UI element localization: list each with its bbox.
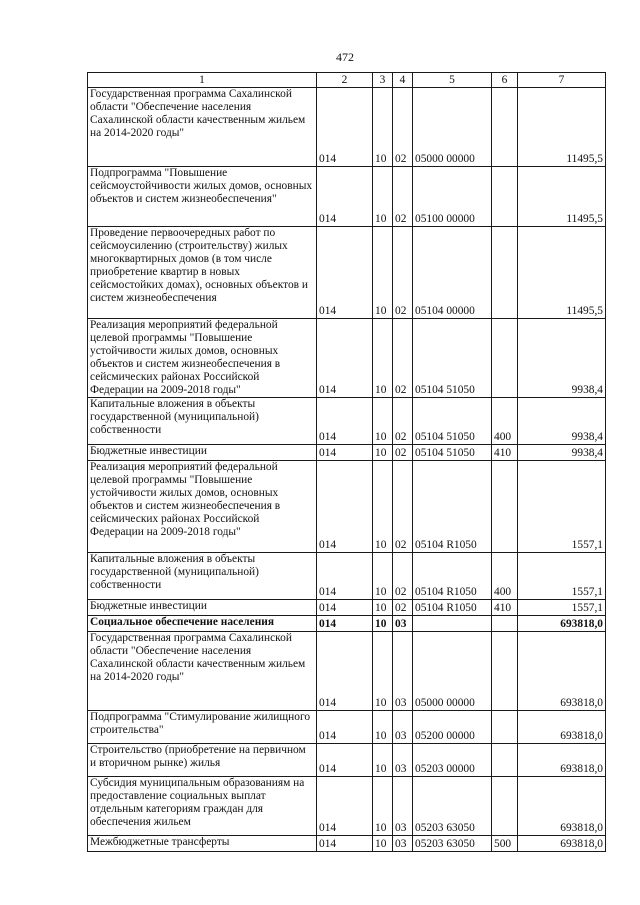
table-row [88, 616, 606, 632]
row-code-subsection: 02 [393, 227, 413, 319]
row-amount: 11495,5 [518, 167, 606, 227]
row-code-target: 05000 00000 [413, 88, 492, 167]
table-row [88, 319, 606, 398]
column-header: 1 [88, 73, 317, 88]
row-code-subsection: 02 [393, 445, 413, 461]
row-code-ministry: 014 [317, 632, 373, 711]
row-code-section: 10 [373, 600, 393, 616]
row-amount: 11495,5 [518, 227, 606, 319]
row-code-section: 10 [373, 711, 393, 744]
row-code-subsection: 03 [393, 616, 413, 632]
table-row [88, 461, 606, 553]
row-amount: 1557,1 [518, 461, 606, 553]
row-code-ministry: 014 [317, 398, 373, 445]
row-code-subsection: 02 [393, 553, 413, 600]
row-name: Бюджетные инвестиции [88, 600, 317, 616]
row-code-ministry: 014 [317, 553, 373, 600]
row-code-target: 05104 51050 [413, 445, 492, 461]
row-code-target: 05200 00000 [413, 711, 492, 744]
row-code-section: 10 [373, 167, 393, 227]
row-name: Проведение первоочередных работ по сейсмоусилению (строительству) жилых многоквартирных домов (в том числе приобретение квартир в новых сейсмостойких домах), основных объектов и систем жизнеобеспечения [88, 227, 317, 319]
table-row [88, 777, 606, 836]
table-row [88, 836, 606, 852]
row-name: Подпрограмма "Повышение сейсмоустойчивости жилых домов, основных объектов и систем жизнеобеспечения" [88, 167, 317, 227]
column-header: 6 [492, 73, 518, 88]
row-code-ministry: 014 [317, 600, 373, 616]
row-code-section: 10 [373, 632, 393, 711]
row-code-expense-type: 500 [492, 836, 518, 852]
row-code-expense-type [492, 167, 518, 227]
row-name: Подпрограмма "Стимулирование жилищного строительства" [88, 711, 317, 744]
table-row [88, 445, 606, 461]
row-code-expense-type [492, 777, 518, 836]
row-code-expense-type [492, 744, 518, 777]
column-header: 3 [373, 73, 393, 88]
row-code-section: 10 [373, 616, 393, 632]
row-code-expense-type: 410 [492, 445, 518, 461]
row-code-subsection: 02 [393, 319, 413, 398]
row-amount: 693818,0 [518, 632, 606, 711]
row-name: Межбюджетные трансферты [88, 836, 317, 852]
row-code-ministry: 014 [317, 777, 373, 836]
row-amount: 693818,0 [518, 711, 606, 744]
row-code-ministry: 014 [317, 167, 373, 227]
row-code-subsection: 02 [393, 88, 413, 167]
row-code-target: 05104 R1050 [413, 600, 492, 616]
table-row [88, 227, 606, 319]
column-header: 2 [317, 73, 373, 88]
row-code-section: 10 [373, 398, 393, 445]
row-code-expense-type [492, 632, 518, 711]
row-name: Социальное обеспечение населения [88, 616, 317, 632]
row-name: Государственная программа Сахалинской области "Обеспечение населения Сахалинской области качественным жильем на 2014-2020 годы" [88, 88, 317, 167]
row-name: Капитальные вложения в объекты государственной (муниципальной) собственности [88, 398, 317, 445]
row-code-subsection: 02 [393, 600, 413, 616]
row-code-expense-type: 410 [492, 600, 518, 616]
row-name: Реализация мероприятий федеральной целевой программы "Повышение устойчивости жилых домов, основных объектов и систем жизнеобеспечения в сейсмических районах Российской Федерации на 2009-2018 годы" [88, 461, 317, 553]
page-number: 472 [336, 50, 354, 64]
row-code-subsection: 03 [393, 744, 413, 777]
row-code-ministry: 014 [317, 616, 373, 632]
row-code-subsection: 02 [393, 398, 413, 445]
row-code-expense-type [492, 88, 518, 167]
row-code-subsection: 02 [393, 167, 413, 227]
header-row [88, 73, 606, 88]
row-code-target: 05100 00000 [413, 167, 492, 227]
row-amount: 11495,5 [518, 88, 606, 167]
row-code-section: 10 [373, 777, 393, 836]
row-code-section: 10 [373, 553, 393, 600]
row-code-ministry: 014 [317, 744, 373, 777]
table-row [88, 632, 606, 711]
row-code-ministry: 014 [317, 227, 373, 319]
row-name: Капитальные вложения в объекты государственной (муниципальной) собственности [88, 553, 317, 600]
budget-table [87, 72, 606, 852]
row-amount: 1557,1 [518, 553, 606, 600]
table-row [88, 744, 606, 777]
row-name: Строительство (приобретение на первичном и вторичном рынке) жилья [88, 744, 317, 777]
row-code-target: 05203 63050 [413, 777, 492, 836]
row-code-target: 05203 63050 [413, 836, 492, 852]
row-code-ministry: 014 [317, 711, 373, 744]
row-code-target: 05104 51050 [413, 319, 492, 398]
column-header: 4 [393, 73, 413, 88]
row-amount: 693818,0 [518, 744, 606, 777]
row-name: Государственная программа Сахалинской области "Обеспечение населения Сахалинской области качественным жильем на 2014-2020 годы" [88, 632, 317, 711]
row-code-expense-type [492, 319, 518, 398]
row-amount: 693818,0 [518, 616, 606, 632]
row-code-target: 05000 00000 [413, 632, 492, 711]
row-code-target [413, 616, 492, 632]
row-amount: 693818,0 [518, 777, 606, 836]
row-code-section: 10 [373, 461, 393, 553]
row-code-ministry: 014 [317, 88, 373, 167]
row-code-target: 05104 R1050 [413, 461, 492, 553]
row-code-section: 10 [373, 88, 393, 167]
row-amount: 9938,4 [518, 445, 606, 461]
row-code-section: 10 [373, 227, 393, 319]
row-code-expense-type: 400 [492, 398, 518, 445]
row-code-expense-type [492, 616, 518, 632]
row-code-ministry: 014 [317, 461, 373, 553]
row-amount: 9938,4 [518, 398, 606, 445]
row-code-section: 10 [373, 744, 393, 777]
table-row [88, 600, 606, 616]
row-name: Субсидия муниципальным образованиям на предоставление социальных выплат отдельным категориям граждан для обеспечения жильем [88, 777, 317, 836]
row-code-subsection: 02 [393, 461, 413, 553]
row-name: Реализация мероприятий федеральной целевой программы "Повышение устойчивости жилых домов, основных объектов и систем жизнеобеспечения в сейсмических районах Российской Федерации на 2009-2018 годы" [88, 319, 317, 398]
row-code-target: 05104 00000 [413, 227, 492, 319]
table-row [88, 398, 606, 445]
row-code-expense-type [492, 711, 518, 744]
row-code-section: 10 [373, 836, 393, 852]
row-code-section: 10 [373, 445, 393, 461]
row-code-ministry: 014 [317, 445, 373, 461]
row-code-ministry: 014 [317, 836, 373, 852]
row-code-expense-type [492, 461, 518, 553]
row-code-subsection: 03 [393, 711, 413, 744]
column-header: 7 [518, 73, 606, 88]
row-code-ministry: 014 [317, 319, 373, 398]
row-code-subsection: 03 [393, 836, 413, 852]
row-code-expense-type [492, 227, 518, 319]
row-code-target: 05104 51050 [413, 398, 492, 445]
row-code-target: 05203 00000 [413, 744, 492, 777]
row-amount: 693818,0 [518, 836, 606, 852]
row-code-expense-type: 400 [492, 553, 518, 600]
row-code-section: 10 [373, 319, 393, 398]
column-header: 5 [413, 73, 492, 88]
table-row [88, 167, 606, 227]
row-amount: 1557,1 [518, 600, 606, 616]
row-code-subsection: 03 [393, 777, 413, 836]
table-row [88, 553, 606, 600]
row-name: Бюджетные инвестиции [88, 445, 317, 461]
row-code-target: 05104 R1050 [413, 553, 492, 600]
row-amount: 9938,4 [518, 319, 606, 398]
row-code-subsection: 03 [393, 632, 413, 711]
table-row [88, 711, 606, 744]
table-row [88, 88, 606, 167]
